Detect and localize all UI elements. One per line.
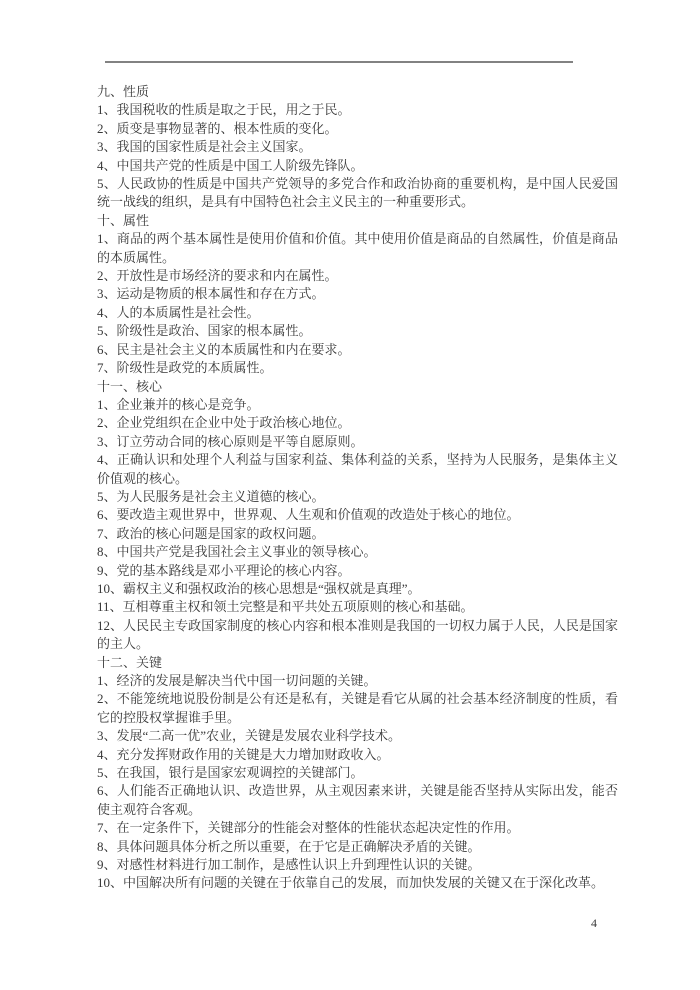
- header-rule: [105, 61, 573, 63]
- section-title: 十、属性: [97, 212, 150, 228]
- document-paragraph: 9、对感性材料进行加工制作，是感性认识上升到理性认识的关键。: [97, 857, 481, 873]
- document-paragraph: 6、民主是社会主义的本质属性和内在要求。: [97, 341, 351, 357]
- document-paragraph: 5、为人民服务是社会主义道德的核心。: [97, 488, 325, 504]
- document-paragraph: 4、人的本质属性是社会性。: [97, 304, 260, 320]
- document-paragraph: 6、要改造主观世界中，世界观、人生观和价值观的改造处于核心的地位。: [97, 507, 520, 523]
- document-paragraph: 5、阶级性是政治、国家的根本属性。: [97, 323, 312, 339]
- document-paragraph: 7、在一定条件下，关键部分的性能会对整体的性能状态起决定性的作用。: [97, 820, 520, 836]
- document-paragraph: 1、经济的发展是解决当代中国一切问题的关键。: [97, 673, 377, 688]
- document-paragraph: 2、质变是事物显著的、根本性质的变化。: [97, 120, 338, 136]
- document-paragraph: 10、霸权主义和强权政治的核心思想是“强权就是真理”。: [97, 580, 421, 596]
- page-number: 4: [591, 916, 597, 930]
- document-paragraph: 2、企业党组织在企业中处于政治核心地位。: [97, 415, 351, 431]
- document-paragraph: 2、开放性是市场经济的要求和内在属性。: [97, 268, 338, 284]
- document-paragraph: 4、充分发挥财政作用的关键是大力增加财政收入。: [97, 746, 390, 762]
- document-paragraph: 4、正确认识和处理个人利益与国家利益、集体利益的关系，坚持为人民服务，是集体主义价值观的核心。: [97, 452, 618, 486]
- section-title: 九、性质: [97, 84, 150, 99]
- document-paragraph: 2、不能笼统地说股份制是公有还是私有，关键是看它从属的社会基本经济制度的性质，看它的控股权掌握谁手里。: [97, 691, 618, 725]
- document-paragraph: 3、发展“二高一优”农业，关键是发展农业科学技术。: [97, 728, 402, 744]
- document-paragraph: 5、在我国，银行是国家宏观调控的关键部门。: [97, 765, 364, 781]
- document-paragraph: 9、党的基本路线是邓小平理论的核心内容。: [97, 562, 351, 578]
- document-paragraph: 1、企业兼并的核心是竞争。: [97, 396, 260, 412]
- document-paragraph: 1、我国税收的性质是取之于民，用之于民。: [97, 102, 351, 118]
- document-paragraph: 5、人民政协的性质是中国共产党领导的多党合作和政治协商的重要机构，是中国人民爱国统一战线的组织，是具有中国特色社会主义民主的一种重要形式。: [97, 176, 618, 210]
- document-content: [97, 83, 618, 893]
- document-paragraph: 7、政治的核心问题是国家的政权问题。: [97, 525, 325, 541]
- section-title: 十二、关键: [97, 654, 163, 670]
- document-paragraph: 3、我国的国家性质是社会主义国家。: [97, 139, 312, 155]
- document-paragraph: 1、商品的两个基本属性是使用价值和价值。其中使用价值是商品的自然属性，价值是商品的本质属性。: [97, 231, 618, 265]
- document-paragraph: 12、人民民主专政国家制度的核心内容和根本准则是我国的一切权力属于人民，人民是国家的主人。: [97, 617, 618, 652]
- document-paragraph: 3、运动是物质的根本属性和存在方式。: [97, 286, 325, 302]
- document-paragraph: 4、中国共产党的性质是中国工人阶级先锋队。: [97, 157, 364, 173]
- document-paragraph: 7、阶级性是政党的本质属性。: [97, 360, 273, 376]
- section-title: 十一、核心: [97, 378, 163, 394]
- document-paragraph: 6、人们能否正确地认识、改造世界，从主观因素来讲，关键是能否坚持从实际出发，能否使主观符合客观。: [97, 783, 618, 817]
- document-paragraph: 3、订立劳动合同的核心原则是平等自愿原则。: [97, 433, 364, 449]
- document-paragraph: 8、具体问题具体分析之所以重要，在于它是正确解决矛盾的关键。: [97, 838, 481, 854]
- document-paragraph: 11、互相尊重主权和领土完整是和平共处五项原则的核心和基础。: [97, 599, 474, 615]
- document-paragraph: 10、中国解决所有问题的关键在于依靠自己的发展，而加快发展的关键又在于深化改革。: [97, 875, 605, 891]
- document-paragraph: 8、中国共产党是我国社会主义事业的领导核心。: [97, 544, 377, 560]
